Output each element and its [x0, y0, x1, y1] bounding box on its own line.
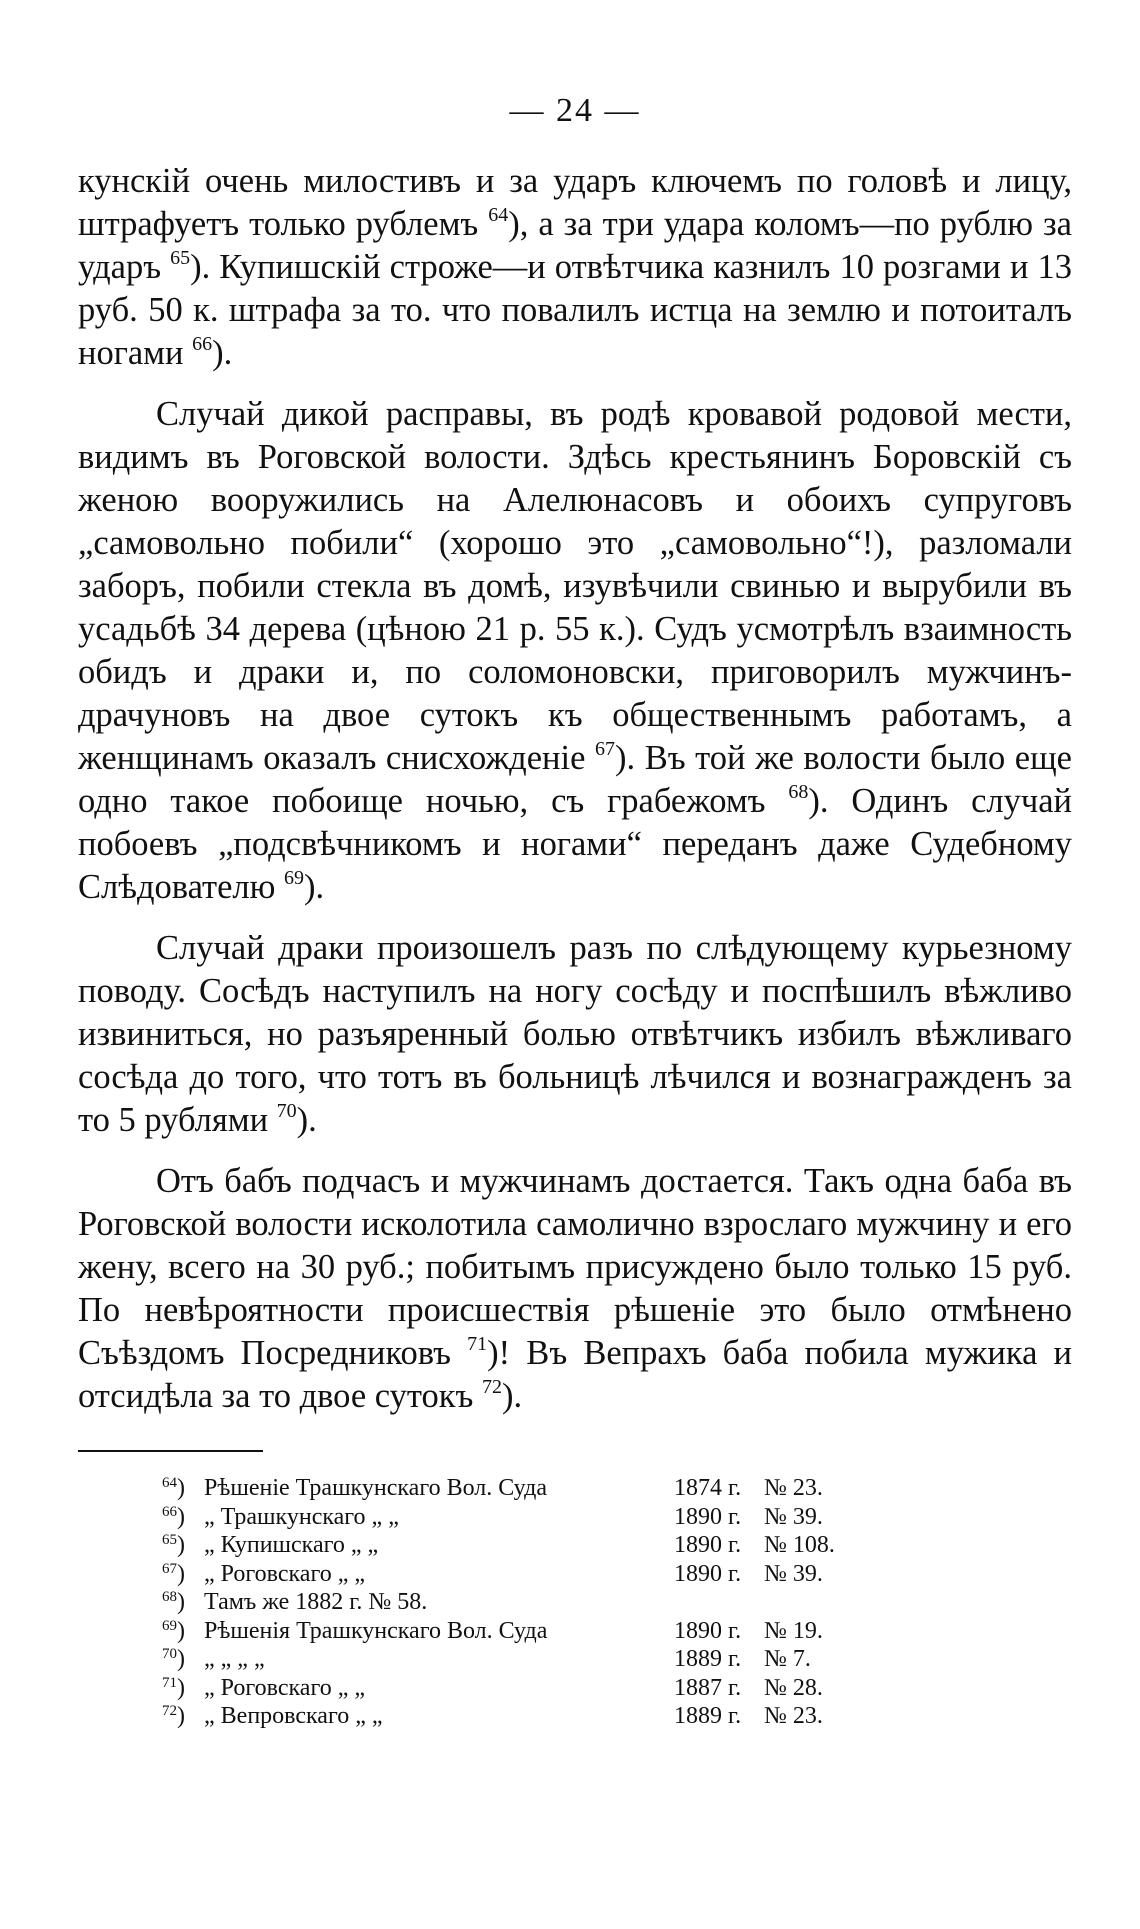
paragraph-text: Случай дикой расправы, въ родѣ кровавой родовой мести, видимъ въ Роговской волости. Здѣсь крестьянинъ Боровскій съ женою вооружились на Алелюнасовъ и обоихъ супруговъ „самовольно побили“ (хорошо это „самовольно“!), разломали заборъ, побили стекла въ домѣ, изувѣчили свинью и вырубили въ усадьбѣ 34 дерева (цѣною 21 р. 55 к.). Судъ усмотрѣлъ взаимность обидъ и драки и, по соломоновски, приговорилъ мужчинъ-драчуновъ на двое сутокъ къ общественнымъ работамъ, а женщинамъ оказалъ снисхожденіе [78, 395, 1072, 777]
footnote-year: 1889 г. [674, 1703, 742, 1729]
footnote-court: „ Трашкунскаго „ „ [204, 1503, 399, 1530]
footnote-number: 64 [162, 1475, 177, 1491]
footnote-ref: 71 [467, 1333, 488, 1355]
footnote-number-ref: № 7. [764, 1646, 811, 1672]
footnote-number-ref: № 23. [764, 1703, 823, 1729]
paragraph-text: ). [296, 1101, 317, 1139]
footnote-number: 65 [162, 1532, 177, 1548]
footnote-row [162, 1645, 1072, 1674]
paragraph-text: Отъ бабъ подчасъ и мужчинамъ достается. Такъ одна баба въ Роговской волости исколотила самолично взрослаго мужчину и его жену, всего на 30 руб.; побитымъ присуждено было только 15 руб. По невѣроятности происшествія рѣшеніе это было отмѣнено Съѣздомъ Посредниковъ [78, 1162, 1072, 1372]
paragraph-text: ). [502, 1377, 523, 1415]
footnote-year: 1890 г. [674, 1532, 742, 1558]
body-text [78, 160, 1072, 1418]
paragraph-text: кунскій очень милостивъ и за ударъ ключемъ по головѣ и лицу, штрафуетъ только рублемъ [78, 162, 1072, 243]
footnote-row [162, 1560, 1072, 1589]
footnote-number: 69 [162, 1617, 177, 1634]
paragraph-text: ). [212, 334, 233, 372]
footnote-number-ref: № 23. [764, 1475, 823, 1501]
footnote-number-ref: № 39. [764, 1560, 823, 1587]
paragraph-1 [78, 160, 1072, 375]
footnote-divider [78, 1450, 263, 1452]
footnote-number: 66 [162, 1503, 177, 1520]
paragraph-text: ). [304, 868, 325, 906]
footnote-court: „ Купишскаго „ „ [204, 1532, 379, 1558]
footnote-court: „ „ „ „ [204, 1646, 265, 1672]
footnote-row [162, 1702, 1072, 1731]
book-page [78, 0, 1072, 1731]
paragraph-text: ). Въ той же волости было еще одно такое побоище ночью, съ грабежомъ [78, 739, 1072, 820]
footnote-row [162, 1474, 1072, 1503]
footnote-mark: $^{66}$) [162, 1503, 185, 1530]
footnote-ref: 70 [276, 1100, 297, 1122]
footnote-row [162, 1617, 1072, 1646]
page-number: — 24 — [509, 92, 641, 129]
footnotes [162, 1474, 1072, 1731]
paragraph-2 [78, 393, 1072, 909]
footnote-ref: 64 [488, 204, 509, 226]
footnote-court: Рѣшенія Трашкунскаго Вол. Суда [204, 1617, 548, 1644]
footnote-mark: $^{68}$) [162, 1589, 185, 1615]
footnote-ref: 69 [284, 867, 305, 889]
footnote-mark: $^{64}$) [162, 1475, 185, 1501]
footnote-mark: $^{72}$) [162, 1703, 185, 1729]
footnote-text: Тамъ же 1882 г. № 58. [204, 1589, 428, 1615]
footnote-number: 71 [162, 1674, 177, 1691]
footnote-row [162, 1531, 1072, 1560]
paragraph-text: ). Купишскій строже—и отвѣтчика казнилъ 10 розгами и 13 руб. 50 к. штрафа за то. что повалилъ истца на землю и потоиталъ ногами [78, 248, 1072, 372]
footnote-number-ref: № 39. [764, 1503, 823, 1530]
paragraph-text: ), а за три удара коломъ—по рублю за ударъ [78, 205, 1072, 286]
footnote-year: 1889 г. [674, 1646, 742, 1672]
footnote-year: 1887 г. [674, 1674, 742, 1701]
footnote-year: 1890 г. [674, 1503, 742, 1530]
footnote-year: 1890 г. [674, 1560, 742, 1587]
paragraph-text: ). Одинъ случай побоевъ „подсвѣчникомъ и ногами“ переданъ даже Судебному Слѣдователю [78, 782, 1072, 906]
footnote-court: „ Роговскаго „ „ [204, 1560, 365, 1587]
footnote-court: „ Роговскаго „ „ [204, 1674, 365, 1701]
footnote-court: „ Вепровскаго „ „ [204, 1703, 383, 1729]
footnote-number-ref: № 28. [764, 1674, 823, 1701]
footnote-mark: $^{70}$) [162, 1646, 185, 1672]
footnote-number: 72 [162, 1703, 177, 1719]
footnote-ref: 68 [788, 781, 809, 803]
paragraph-text: Случай драки произошелъ разъ по слѣдующему курьезному поводу. Сосѣдъ наступилъ на ногу сосѣду и поспѣшилъ вѣжливо извиниться, но разъяренный болью отвѣтчикъ избилъ вѣжливаго сосѣда до того, что тотъ въ больницѣ лѣчился и вознагражденъ за то 5 рублями [78, 929, 1072, 1139]
footnote-ref: 66 [192, 333, 213, 355]
footnote-ref: 67 [595, 738, 616, 760]
footnote-year: 1874 г. [674, 1475, 742, 1501]
footnote-row [162, 1503, 1072, 1532]
footnote-mark: $^{71}$) [162, 1674, 185, 1701]
footnote-row [162, 1588, 1072, 1617]
footnote-number: 70 [162, 1646, 177, 1662]
paragraph-text: )! Въ Вепрахъ баба побила мужика и отсидѣла за то двое сутокъ [78, 1334, 1072, 1415]
paragraph-3 [78, 927, 1072, 1142]
footnote-number-ref: № 108. [764, 1532, 835, 1558]
footnote-year: 1890 г. [674, 1617, 742, 1644]
footnote-row [162, 1674, 1072, 1703]
footnote-ref: 65 [170, 247, 191, 269]
footnote-mark: $^{65}$) [162, 1532, 185, 1558]
paragraph-4 [78, 1160, 1072, 1418]
footnote-number: 67 [162, 1560, 177, 1577]
footnote-number: 68 [162, 1589, 177, 1605]
footnote-mark: $^{67}$) [162, 1560, 185, 1587]
footnote-ref: 72 [482, 1376, 502, 1398]
footnote-number-ref: № 19. [764, 1617, 823, 1644]
footnote-mark: $^{69}$) [162, 1617, 185, 1644]
footnote-court: Рѣшеніе Трашкунскаго Вол. Суда [204, 1475, 547, 1501]
